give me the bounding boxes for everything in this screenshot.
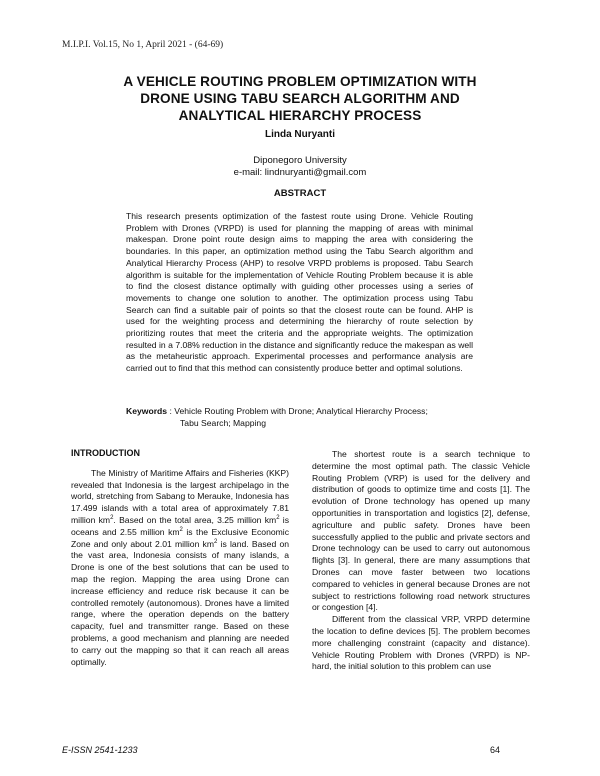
title-line-1: A VEHICLE ROUTING PROBLEM OPTIMIZATION WITH	[123, 74, 477, 89]
superscript-2: 2	[276, 515, 280, 522]
title-line-3: ANALYTICAL HIERARCHY PROCESS	[178, 108, 422, 123]
abstract-heading: ABSTRACT	[273, 188, 327, 199]
affiliation-email: e-mail: lindnuryanti@gmail.com	[233, 167, 367, 178]
right-column	[312, 449, 530, 673]
keywords-label: Keywords	[126, 406, 168, 416]
keywords-line-2: Tabu Search; Mapping	[180, 417, 266, 428]
footer-page-number: 64	[490, 745, 501, 755]
title-line-2: DRONE USING TABU SEARCH ALGORITHM AND	[140, 91, 460, 106]
superscript-2: 2	[110, 515, 114, 522]
paper-title	[60, 73, 540, 124]
abstract-text: This research presents optimization of the fastest route using Drone. Vehicle Routing Problem with Drones (VRPD) is used for planning the mapping of areas with minimal makespan. Drone point route design aims to mapping the area with considering the boundaries. In this paper, an optimization method using the Tabu Search algorithm and Analytical Hierarchy Process (AHP) to resolve VRPD problems is proposed. Tabu Search algorithm is suitable for the implementation of Vehicle Routing Problem because it is able to find the closest distance optimally with guiding other processes using a series of movements to change one solution to another. The optimization process using Tabu Search can find a suitable pair of points so that the closest route can be found. AHP is used for the weighting process and determining the hierarchy of route selection by prioritizing routes that meet the criteria and the appropriate weights. The optimization resulted in a 7.08% reduction in the distance and significantly reduce the makespan as well as the metaheuristic approach. Experimental processes and performance analysis are carried out to find that this method can consistently produce better and optimal solutions.	[126, 211, 473, 374]
affiliation-block	[0, 155, 600, 179]
superscript-2: 2	[214, 538, 218, 545]
left-column	[71, 448, 289, 668]
journal-meta: M.I.P.I. Vol.15, No 1, April 2021 - (64-69)	[62, 40, 224, 50]
superscript-2: 2	[179, 526, 183, 533]
intro-paragraph-3: Different from the classical VRP, VRPD determine the location to define devices [5]. The problem becomes more challenging constraint (capacity and distance). Vehicle Routing Problem with Drones (VRPD) is NP-hard, the initial solution to this problem can use	[312, 614, 530, 672]
intro-paragraph-2: The shortest route is a search technique to determine the most optimal path. The classic Vehicle Routing Problem (VRP) is used for the delivery and distribution of goods to optimize time and costs [1]. The evolution of Drone technology has opened up many opportunities in transportation and logistics [2], defense, agriculture and public safety. Drones have been successfully applied to the public and private sectors and Drone technology can be used to carry out autonomous flights [3]. In general, there are many assumptions that Drones can move faster between two locations compared to vehicles in general because Drones are not subject to restrictions following road network structures or congestion [4].	[312, 449, 530, 613]
keywords-block	[126, 406, 473, 429]
affiliation-institution: Diponegoro University	[253, 155, 347, 166]
footer-issn: E-ISSN 2541-1233	[62, 745, 138, 755]
author-name: Linda Nuryanti	[264, 129, 335, 140]
intro-paragraph-1: The Ministry of Maritime Affairs and Fisheries (KKP) revealed that Indonesia is the largest archipelago in the world, stretching from Sabang to Merauke, Indonesia has 17.499 islands with a total area of approximately 7.81 million $km^2$. Based on the total area, 3.25 million $km^2$ is oceans and 2.55 million $km^2$ is the Exclusive Economic Zone and only about 2.01 million $km^2$ is land. Based on the vast area, Indonesia consists of many islands, a Drone is one of the best solutions that can be used to map the region. Mapping the area using Drone can increase efficiency and reduce risk because it can be controlled remotely (autonomous). Drones have a limited range, where the operation depends on the battery capacity, fuel and transmitter range. Based on these problems, a good mechanism and planning are needed to carry out the mapping so that it can reach all areas optimally.	[71, 467, 290, 667]
section-heading-introduction: INTRODUCTION	[71, 448, 140, 458]
keywords-line-1: : Vehicle Routing Problem with Drone; Analytical Hierarchy Process;	[167, 406, 428, 416]
